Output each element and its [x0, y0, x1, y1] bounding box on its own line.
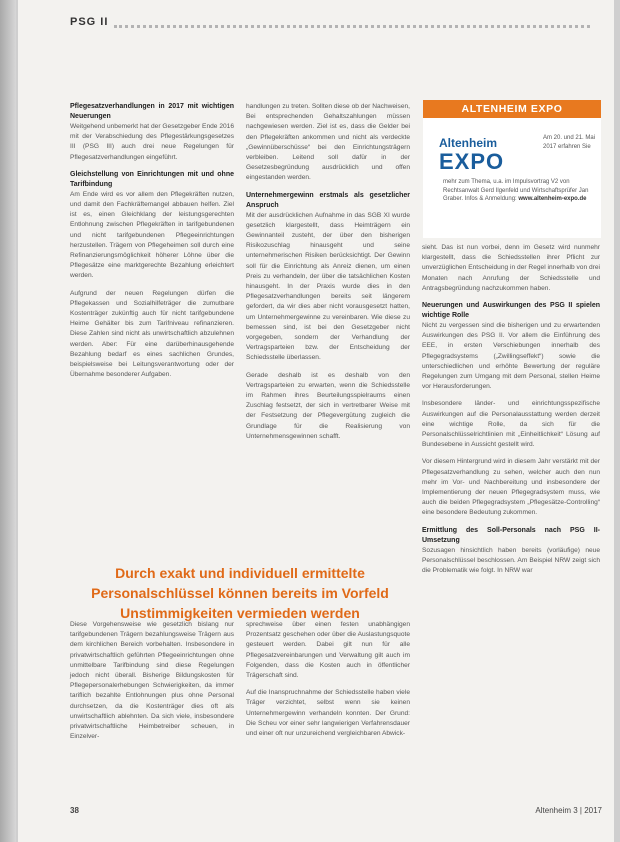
column-3 — [422, 243, 600, 583]
running-header — [70, 16, 590, 36]
expo-desc-text: mehr zum Thema, u.a. im Impulsvortrag V2 von Rechtsanwalt Gerd Ilgenfeld und Wirtschaftsprüfer Jan Graber. Infos & Anmeldung: — [443, 179, 589, 203]
paragraph: Insbesondere länder- und einrichtungsspezifische Auswirkungen auf die Personalausstattung werden derzeit eine wichtige Rolle, da sich für die Personalschlüsselrichtlinien mit „Einheitlichkeit“ Lösung auf Bundesebene in Aussicht gestellt wird. — [422, 400, 600, 449]
expo-banner: ALTENHEIM EXPO — [423, 100, 601, 118]
paragraph: sprechweise über einen festen unabhängigen Prozentsatz geschehen oder über die Auslastungsquote gesteuert werden. Dabei gilt nun für alle Pflegesatzvereinbarungen und Verwaltung gilt auch im Folgenden, dass die Kosten auch in öffentlicher Trägerschaft sind. — [246, 621, 410, 680]
expo-date: Am 20. und 21. Mai 2017 erfahren Sie — [543, 135, 596, 150]
pull-quote-line: Personalschlüssel können bereits im Vorfeld — [91, 585, 389, 601]
heading-soll-personal: Ermittlung des Soll-Personals nach PSG II-Umsetzung — [422, 526, 600, 544]
page-number: 38 — [70, 806, 79, 815]
paragraph: Gerade deshalb ist es deshalb von den Vertragsparteien zu erwarten, wenn die Schiedsstelle im Rahmen ihres Beurteilungsspielraums einen Zuschlag festsetzt, der sich in vertretbarer Weise mit der Festsetzung der Pflegevergütung zugleich die Grundlage für die Realisierung von Unternehmensgewinnen schafft. — [246, 371, 410, 440]
page-fold-shadow — [0, 0, 16, 842]
paragraph: Diese Vorgehensweise wie gesetzlich bislang nur tarifgebundenen Trägern bezahlungsweise Trägern aus dem kirchlichen Bereich vorbehalten. Insbesondere in privatwirtschaftlich geführten Pflegeeinrichtungen ohne unmittelbare Tarifbindung sind diese Regelungen jedoch nicht überall. Bisherige Bildungskosten für Pflegepersonalerhebungen Schwierigkeiten, da immer tariflich bezahlte Entlohnungen plus ohne Personal durchsetzen, da die Kostenträger dies oft als unwirtschaftlich ablehnten. Da sich viele, insbesondere privatwirtschaftliche Heimbetreiber scheuen, in Einzelver- — [70, 621, 234, 741]
heading-gleichstellung: Gleichstellung von Einrichtungen mit und ohne Tarifbindung — [70, 170, 234, 188]
expo-description — [443, 178, 593, 204]
paragraph: Vor diesem Hintergrund wird in diesem Jahr verstärkt mit der Pflegesatzverhandlung zu sehen, welcher auch den nun mehr im Vor- und Nachbereitung und insbesondere der Implementierung der neuen Pflegegradsystem muss, wie auch die beiden Pflegegradsystem „Pflegesätze-Controlling“ eine besondere Bedeutung zukommen. — [422, 458, 600, 517]
pull-quote-line: Durch exakt und individuell ermittelte — [115, 565, 365, 581]
page-footer — [70, 806, 602, 820]
paragraph: sieht. Das ist nun vorbei, denn im Gesetz wird nunmehr klargestellt, dass die Schiedsstellen ihrer Pflicht zur unverzüglichen Entscheidung in der Regel innerhalb von drei Monaten nach Anrufung der Schiedsstelle und Antragsbegründung nachzukommen haben. — [422, 244, 600, 292]
column-2-bottom — [246, 620, 410, 746]
paragraph: Auf die Inanspruchnahme der Schiedsstelle haben viele Träger verzichtet, selbst wenn sie keinen Unternehmergewinn verhandeln konnten. Der Grund: Die Scheu vor einer sehr langwierigen Verfahrensdauer und einer oft nur unzureichend vergleichbaren Abwick- — [246, 689, 410, 738]
pull-quote — [70, 563, 410, 623]
header-dotted-rule — [114, 25, 590, 28]
altenheim-expo-box — [423, 100, 601, 238]
logo-text-bottom: EXPO — [439, 149, 505, 174]
heading-pflegesatzverhandlungen: Pflegesatzverhandlungen in 2017 mit wichtigen Neuerungen — [70, 103, 234, 120]
paragraph: Am Ende wird es vor allem den Pflegekräften nutzen, und damit den Fachkräftemangel abbauen helfen. Ziel ist es, einen Gleichklang der leistungsgerechten Entlohnung zwischen Pflegekräften in tarifgebundenen und nicht tarifgebundenen Pflegeeinrichtungen herzustellen. Trägern von Pflegeheimen soll durch eine Refinanzierungsmöglichkeit höherer Löhne über die Pflegesätze eine marktgerechte Bezahlung erleichtert werden. — [70, 190, 234, 280]
paragraph: Nicht zu vergessen sind die bisherigen und zu erwartenden Auswirkungen des PSG II. Vor allem die Einführung des EEE, in ersten Verschiebungen innerhalb des Pflegegradsystems („Zwillingseffekt“) sowie die unterschiedlichen und erhöhte Bewertung der reguläre Regelungen zum Umgang mit dem Personal, stellen Heime vor Herausforderungen. — [422, 322, 600, 391]
expo-url-link[interactable]: www.altenheim-expo.de — [518, 196, 587, 203]
column-2-top — [246, 102, 410, 449]
heading-unternehmergewinn: Unternehmergewinn erstmals als gesetzlicher Anspruch — [246, 191, 410, 209]
magazine-page — [18, 0, 614, 842]
column-1-top — [70, 102, 234, 387]
heading-neuerungen-psg-ii: Neuerungen und Auswirkungen des PSG II spielen wichtige Rolle — [422, 302, 600, 320]
paragraph: Weitgehend unbemerkt hat der Gesetzgeber Ende 2016 mit der Verabschiedung des Pflegestärkungsgesetzes III (PSG III) auch drei neue Regelungen für Pflegesatzverhandlungen eingeführt. — [70, 123, 234, 161]
pull-quote-line: Unstimmigkeiten vermieden werden — [120, 605, 360, 621]
paragraph: handlungen zu treten. Sollten diese ob der Nachweisen, Bei entsprechenden Gehaltszahlungen müssen nachgewiesen werden. Ziel ist es, dass die Gelder bei den Pflegekräften ankommen und nicht als verdeckte „Gewinnüberschüsse“ bei den Einrichtungsträgern verbleiben. Leitend soll dafür in der Gesetzesbegründung ausdrücklich und offen eingestanden werden. — [246, 103, 410, 182]
logo-text-top: Altenheim — [439, 136, 498, 150]
paragraph: Sozusagen hinsichtlich haben bereits (vorläufige) neue Personalschlüssel beschlossen. Am Beispiel NRW zeigt sich die Problematik wie folgt. In NRW war — [422, 546, 600, 575]
altenheim-expo-logo — [439, 136, 519, 178]
publication-issue: Altenheim 3 | 2017 — [535, 806, 602, 815]
section-title: PSG II — [70, 16, 109, 28]
paragraph: Mit der ausdrücklichen Aufnahme in das SGB XI wurde gesetzlich klargestellt, dass Heimträgern ein Gewinnanteil zusteht, der über den bisherigen Risikozuschlag hinausgeht und seine unternehmerischen Risiken berücksichtigt. Der Gewinn soll für die Einrichtung als Anreiz dienen, um einen Preis zu verhandeln, der über die tatsächlichen Kosten hinausgeht. In der Praxis wurde dies in den Pflegesatzverhandlungen bereits seit längerem gefordert, da wir dies aber nicht vorausgesetzt hatten, um Unternehmergewinne zu vereinbaren. Wie diese zu bemessen sind, ist bei den Gesetzgeber nicht vorgegeben, sondern der Verhandlung der Vertragsparteien bzw. der Entscheidung der Schiedsstelle überlassen. — [246, 211, 410, 362]
column-1-bottom — [70, 620, 234, 749]
paragraph: Aufgrund der neuen Regelungen dürfen die Pflegekassen und Sozialhilfeträger die zumutbare Kostenträger zukünftig auch für nicht tarifgebundene Heime Gehälter bis zum Tarifniveau refinanzieren. Diese Zahlen sind nicht als unwirtschaftlich abzulehnen werden. Aber: Für eine darüberhinausgehende Bezahlung bedarf es eines sachlichen Grundes, beispielsweise bei Leitungsverantwortung oder der Übernahme besonderer Aufgaben. — [70, 289, 234, 379]
